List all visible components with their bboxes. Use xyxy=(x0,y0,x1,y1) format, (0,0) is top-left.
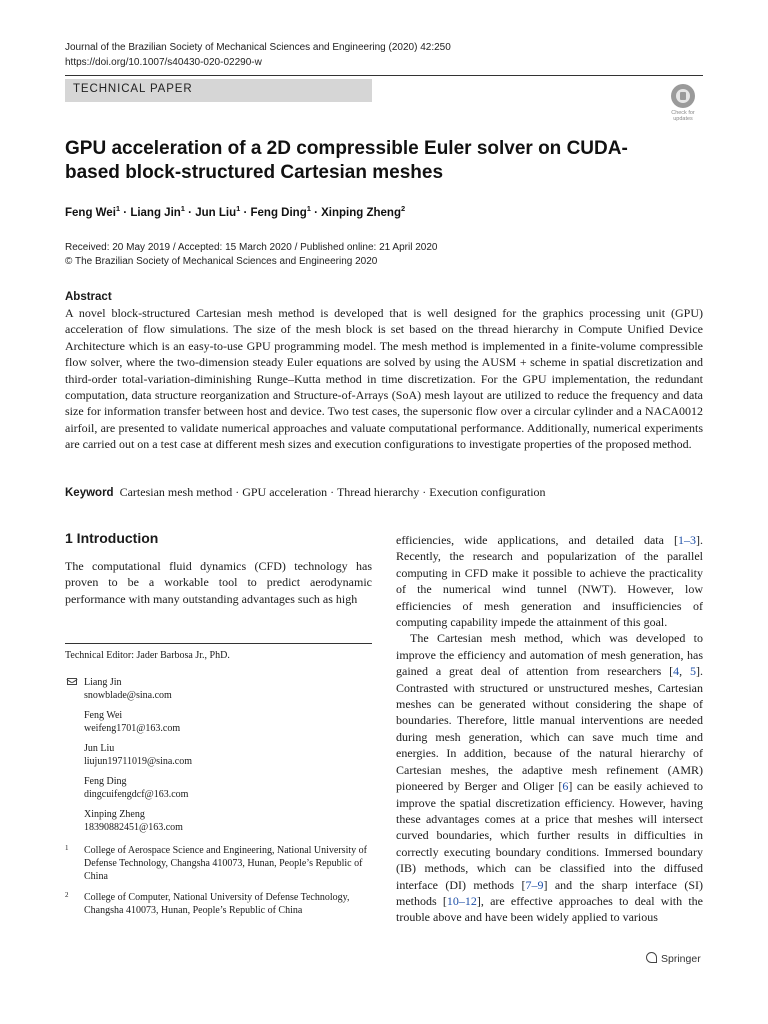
doi-link[interactable]: https://doi.org/10.1007/s40430-020-02290-w xyxy=(65,57,262,68)
author-name[interactable]: Feng Wei xyxy=(65,206,116,219)
author-name[interactable]: Liang Jin xyxy=(130,206,181,219)
text-run: ]. Recently, the research and popularization of the parallel computing in CFD make it possible to achieve the practicality of the numerical wind tunnel (NWT). However, low efficiencies of mesh generation and insufficiencies of computing capability impede the attainment of this goal. xyxy=(396,533,703,630)
contact-email[interactable]: liujun19711019@sina.com xyxy=(84,756,192,767)
affiliation-number: 1 xyxy=(65,844,69,852)
text-run: ]. Contrasted with structured or unstructured meshes, Cartesian meshes can be generated without considering the shape of boundaries. Therefore, little manual interventions are needed during mesh generation, which can save much time and energies. In addition, because of the natural hierarchy of Cartesian meshes, the adaptive mesh refinement (AMR) pioneered by Berger and Oliger [ xyxy=(396,664,703,794)
contact-entry xyxy=(65,775,372,801)
contact-email[interactable]: dingcuifengdcf@163.com xyxy=(84,789,189,800)
publisher-name: Springer xyxy=(661,953,701,965)
contact-name: Xinping Zheng xyxy=(84,809,145,820)
contact-name: Feng Ding xyxy=(84,776,127,787)
springer-horse-icon xyxy=(646,952,657,963)
author-affiliation-mark: 1 xyxy=(236,204,241,213)
author-list xyxy=(65,204,405,219)
contact-entry xyxy=(65,709,372,735)
intro-paragraph-right-2 xyxy=(396,630,703,925)
citation-link[interactable]: 5 xyxy=(690,664,696,679)
envelope-icon xyxy=(67,678,77,685)
contact-name: Jun Liu xyxy=(84,743,115,754)
contact-name: Liang Jin xyxy=(84,677,122,688)
citation-link[interactable]: 10–12 xyxy=(446,893,477,908)
keywords xyxy=(65,485,546,500)
contact-email[interactable]: weifeng1701@163.com xyxy=(84,723,181,734)
check-for-updates-icon xyxy=(671,84,695,108)
citation-link[interactable]: 7–9 xyxy=(525,877,544,892)
paper-title: GPU acceleration of a 2D compressible Euler solver on CUDA-based block-structured Cartesian meshes xyxy=(65,138,628,183)
contact-email[interactable]: 18390882451@163.com xyxy=(84,822,183,833)
author-name[interactable]: Jun Liu xyxy=(195,206,237,219)
text-run: , xyxy=(679,664,690,679)
intro-paragraph-left: The computational fluid dynamics (CFD) technology has proven to be a workable tool to predict aerodynamic performance with many outstanding advantages such as high xyxy=(65,559,372,606)
author-separator: · xyxy=(120,206,131,219)
citation-link[interactable]: 1–3 xyxy=(678,533,696,547)
copyright-line: © The Brazilian Society of Mechanical Sciences and Engineering 2020 xyxy=(65,256,378,267)
intro-paragraph-right-1 xyxy=(396,532,703,630)
text-run: ], are effective approaches to deal with the trouble above and have been widely applied to various xyxy=(396,893,703,925)
contact-email[interactable]: snowblade@sina.com xyxy=(84,690,172,701)
left-column xyxy=(65,530,372,607)
author-name[interactable]: Feng Ding xyxy=(250,206,307,219)
affiliation-text: College of Aerospace Science and Engineering, National University of Defense Technology, Changsha 410073, Hunan, People’s Republic of China xyxy=(84,845,367,882)
author-separator: · xyxy=(184,206,196,219)
right-column xyxy=(396,532,703,926)
dates-line: Received: 20 May 2019 / Accepted: 15 March 2020 / Published online: 21 April 2020 xyxy=(65,242,438,253)
text-run: ] and the sharp interface (SI) methods [ xyxy=(396,877,703,908)
author-affiliation-mark: 1 xyxy=(115,204,121,213)
journal-citation xyxy=(65,40,451,70)
text-run: The Cartesian mesh method, which was developed to improve the efficiency and automation of mesh generation, has gained a great deal of attention from researchers [ xyxy=(396,631,703,679)
author-separator: · xyxy=(240,206,251,219)
author-affiliation-mark: 2 xyxy=(400,204,406,213)
check-for-updates-badge[interactable] xyxy=(664,84,702,124)
contact-entry xyxy=(65,676,372,702)
abstract-text: A novel block-structured Cartesian mesh method is developed that is well designed for the graphics processing unit (GPU) acceleration of flow simulations. The size of the mesh block is set based on the thread hierarchy in Compute Unified Device Architecture which is an easy-to-use GPU programming model. The mesh method is implemented in a finite-volume compressible flow solver, where the two-dimension steady Euler equations are solved by using the AUSM + scheme in spatial discretization and third-order total-variation-diminishing Runge–Kutta method in time discretization. For the GPU implementation, the redundant computation, data structure reorganization and Structure-of-Arrays (SoA) mesh layout are utilized to reduce the frequency and data size for information transfer between host and device. Two test cases, the supersonic flow over a circular cylinder and a NACA0012 airfoil, are presented to validate numerical approaches and valuate computational performance. Additionally, numerical experiments are carried out on a test case at different mesh sizes and execution configurations to investigate properties of the proposed method. xyxy=(65,306,703,452)
affiliation-text: College of Computer, National University of Defense Technology, Changsha 410073, Hunan, People’s Republic of China xyxy=(84,892,350,916)
affiliations xyxy=(65,844,372,925)
footnote-rule xyxy=(65,643,372,644)
keywords-label: Keyword xyxy=(65,487,114,499)
keywords-text: Cartesian mesh method · GPU acceleration · Thread hierarchy · Execution configuration xyxy=(119,485,546,499)
affiliation-number: 2 xyxy=(65,891,69,899)
citation-link[interactable]: 4 xyxy=(673,664,680,679)
paper-type-band: TECHNICAL PAPER xyxy=(65,79,372,102)
technical-editor: Technical Editor: Jader Barbosa Jr., PhD. xyxy=(65,650,230,661)
text-run: ] can be easily achieved to improve the spatial discretization efficiency. However, having these advantages comes at a price that meshes will intersect curved boundaries, which further results in difficulties in correctly executing boundary conditions. Immersed boundary (IB) methods, which can be classified into the diffused interface (DI) methods [ xyxy=(396,779,704,892)
affiliation-entry xyxy=(65,891,372,917)
text-run: efficiencies, wide applications, and detailed data [ xyxy=(396,533,678,547)
author-affiliation-mark: 1 xyxy=(180,204,185,213)
author-name[interactable]: Xinping Zheng xyxy=(321,206,401,219)
badge-label: Check for updates xyxy=(671,110,695,122)
abstract-heading: Abstract xyxy=(65,291,112,303)
publication-dates xyxy=(65,241,437,269)
contact-entry xyxy=(65,808,372,834)
publisher-mark xyxy=(646,952,701,965)
author-separator: · xyxy=(310,206,322,219)
contact-entry xyxy=(65,742,372,768)
citation-link[interactable]: 6 xyxy=(562,779,569,794)
affiliation-entry xyxy=(65,844,372,883)
author-affiliation-mark: 1 xyxy=(306,204,311,213)
header-rule xyxy=(65,75,703,76)
section-heading: 1 Introduction xyxy=(65,530,159,546)
journal-line: Journal of the Brazilian Society of Mechanical Sciences and Engineering (2020) 42:250 xyxy=(65,42,451,53)
contact-name: Feng Wei xyxy=(84,710,123,721)
corresponding-contacts xyxy=(65,676,372,841)
